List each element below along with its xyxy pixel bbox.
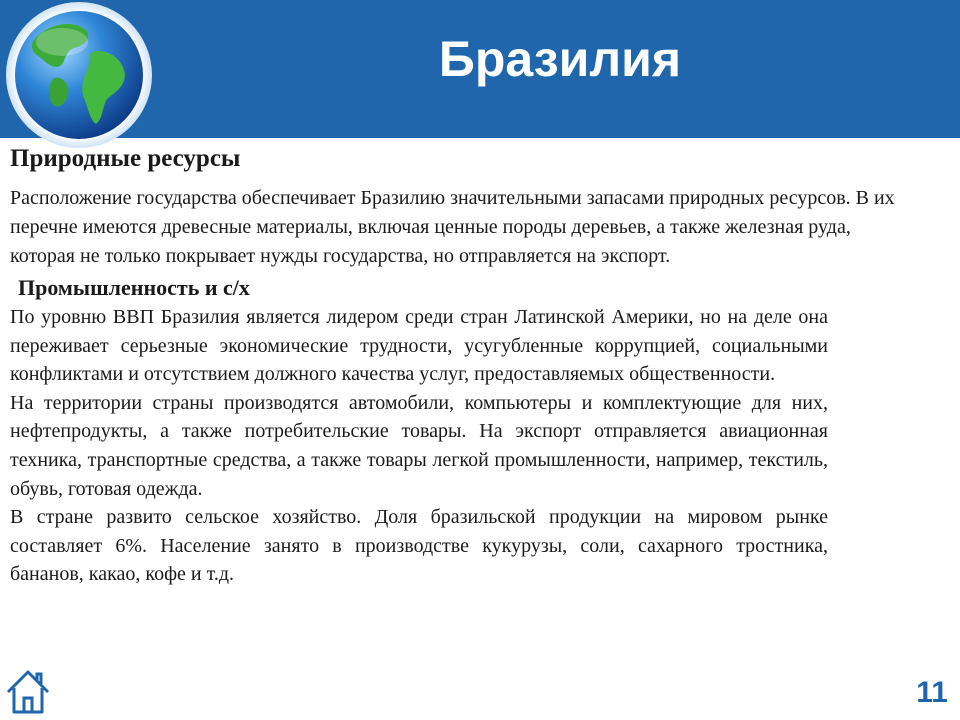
globe-icon — [4, 0, 154, 150]
slide-content — [10, 142, 895, 589]
industry-paragraph-agriculture: В стране развито сельское хозяйство. Доля бразильской продукции на мировом рынке составляет 6%. Население занято в производстве кукурузы, соли, сахарного тростника, бананов, какао, кофе и т.д. — [10, 506, 828, 586]
industry-heading: Промышленность и с/х — [18, 275, 250, 300]
page-number: 11 — [916, 676, 948, 709]
industry-paragraph-gdp: По уровню ВВП Бразилия является лидером среди стран Латинской Америки, но на деле она переживает серьезные экономические трудности, усугубленные коррупцией, социальными конфликтами и отсутствием должного качества услуг, предоставляемых общественности. — [10, 306, 828, 386]
home-icon[interactable] — [4, 668, 52, 716]
industry-paragraph-production: На территории страны производятся автомобили, компьютеры и комплектующие для них, нефтепродукты, а также потребительские товары. На экспорт отправляется авиационная техника, транспортные средства, а также товары легкой промышленности, например, текстиль, обувь, готовая одежда. — [10, 391, 828, 500]
slide-title: Бразилия — [438, 31, 682, 87]
resources-text: Расположение государства обеспечивает Бразилию значительными запасами природных ресурсов. В их перечне имеются древесные материалы, включая ценные породы деревьев, а также железная руда, которая не только покрывает нужды государства, но отправляется на экспорт. — [10, 187, 895, 267]
resources-heading: Природные ресурсы — [10, 145, 241, 172]
